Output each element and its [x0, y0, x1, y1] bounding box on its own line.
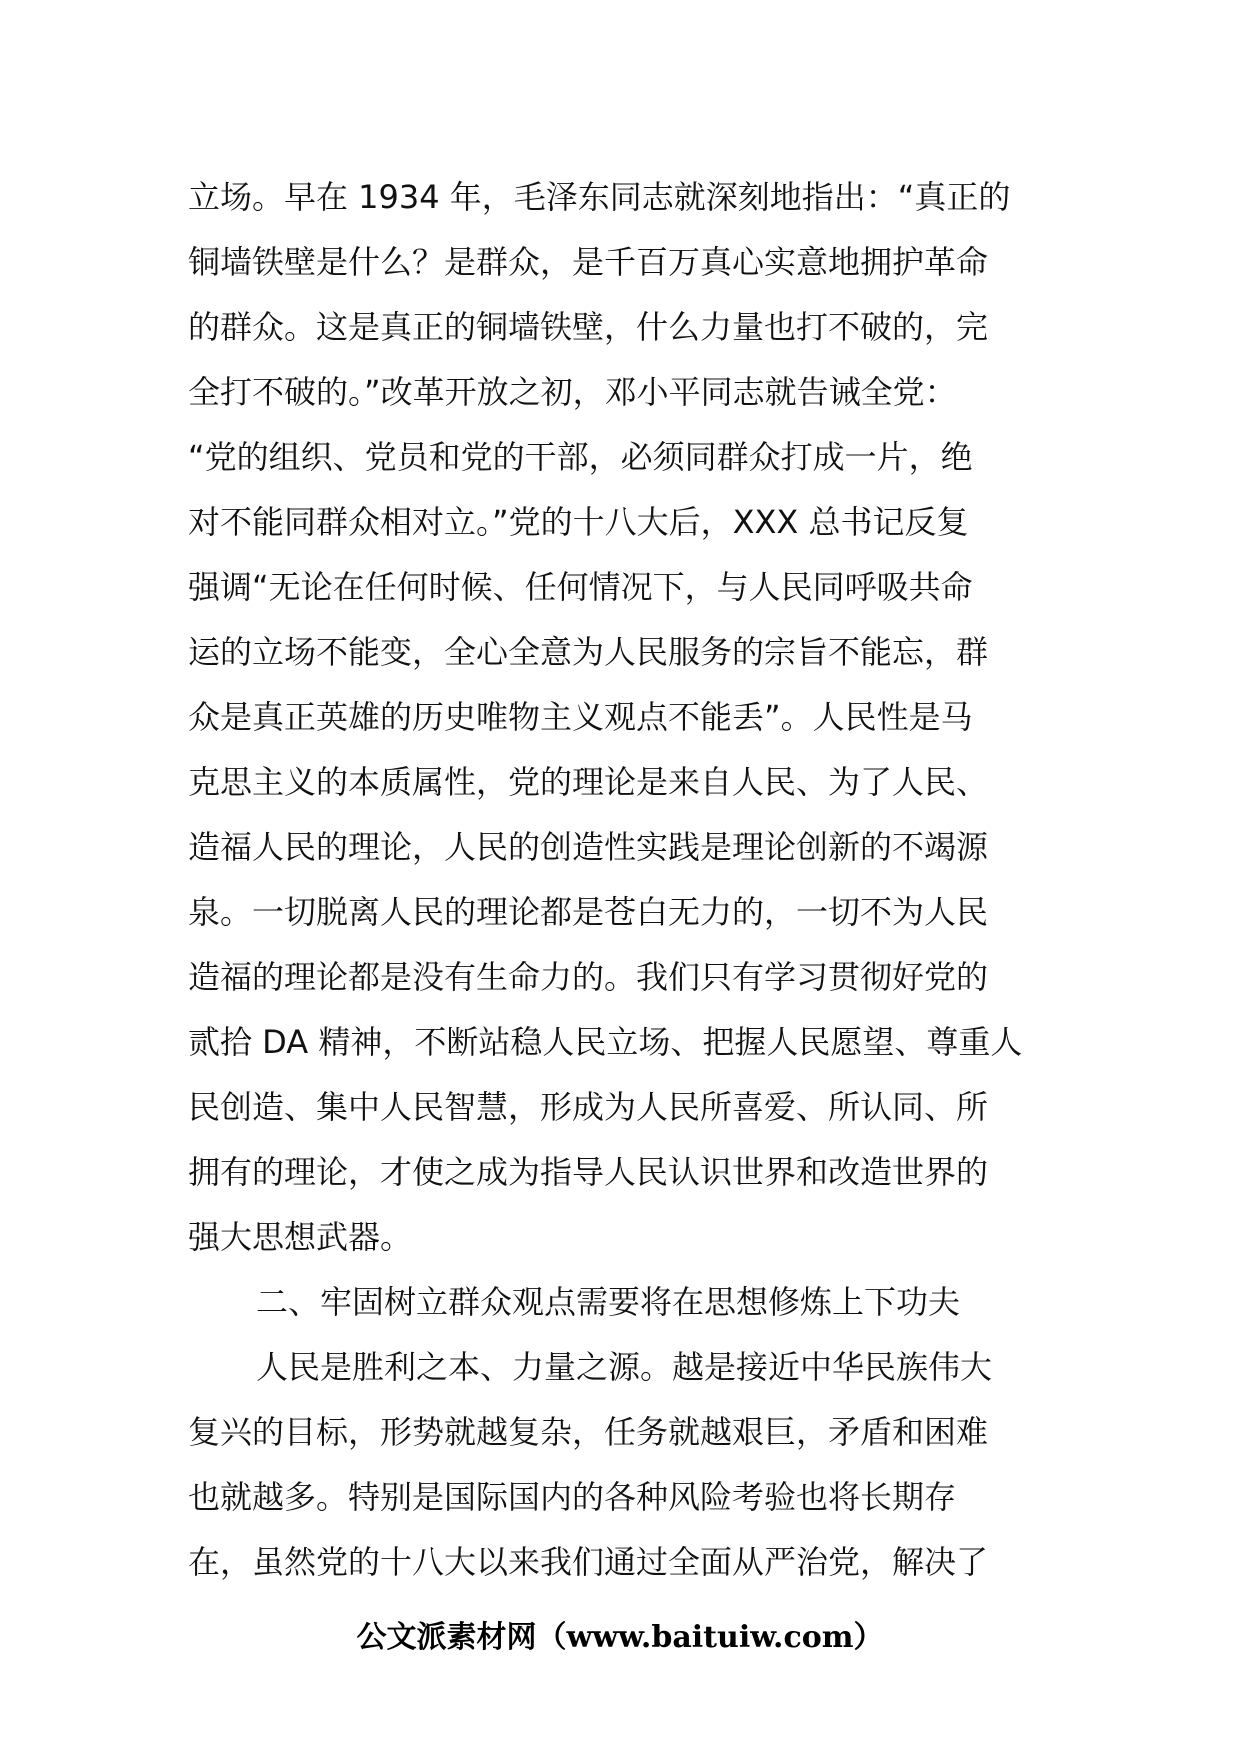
text-line: 全打不破的。”改革开放之初，邓小平同志就告诫全党：: [188, 373, 957, 411]
text-line: 造福的理论都是没有生命力的。我们只有学习贯彻好党的: [188, 958, 989, 996]
text-line: 的群众。这是真正的铜墙铁壁，什么力量也打不破的，完: [188, 308, 989, 346]
text-line: 强调“无论在任何时候、任何情况下，与人民同呼吸共命: [188, 568, 973, 606]
text-line: 铜墙铁壁是什么？是群众，是千百万真心实意地拥护革命: [188, 243, 989, 281]
text-line: 人民是胜利之本、力量之源。越是接近中华民族伟大: [256, 1348, 993, 1386]
section-heading: 二、牢固树立群众观点需要将在思想修炼上下功夫: [256, 1283, 961, 1321]
text-line: 运的立场不能变，全心全意为人民服务的宗旨不能忘，群: [188, 633, 989, 671]
text-line: 也就越多。特别是国际国内的各种风险考验也将长期存: [188, 1478, 957, 1516]
text-line: 对不能同群众相对立。”党的十八大后，XXX 总书记反复: [188, 503, 969, 541]
text-line: “党的组织、党员和党的干部，必须同群众打成一片，绝: [188, 438, 973, 476]
text-line: 造福人民的理论，人民的创造性实践是理论创新的不竭源: [188, 828, 989, 866]
text-line: 立场。早在 1934 年，毛泽东同志就深刻地指出：“真正的: [188, 178, 1011, 216]
text-line: 众是真正英雄的历史唯物主义观点不能丢”。人民性是马: [188, 698, 973, 736]
text-line: 克思主义的本质属性，党的理论是来自人民、为了人民、: [188, 763, 989, 801]
text-line: 民创造、集中人民智慧，形成为人民所喜爱、所认同、所: [188, 1088, 989, 1126]
page-footer: 公文派素材网（www.baituiw.com）: [356, 1620, 884, 1655]
body-text: [188, 165, 1068, 1595]
text-line: 在，虽然党的十八大以来我们通过全面从严治党，解决了: [188, 1543, 989, 1581]
text-line: 贰拾 DA 精神，不断站稳人民立场、把握人民愿望、尊重人: [188, 1023, 1023, 1061]
text-line: 泉。一切脱离人民的理论都是苍白无力的，一切不为人民: [188, 893, 989, 931]
text-line: 复兴的目标，形势就越复杂，任务就越艰巨，矛盾和困难: [188, 1413, 989, 1451]
text-line: 强大思想武器。: [188, 1218, 413, 1256]
text-line: 拥有的理论，才使之成为指导人民认识世界和改造世界的: [188, 1153, 989, 1191]
